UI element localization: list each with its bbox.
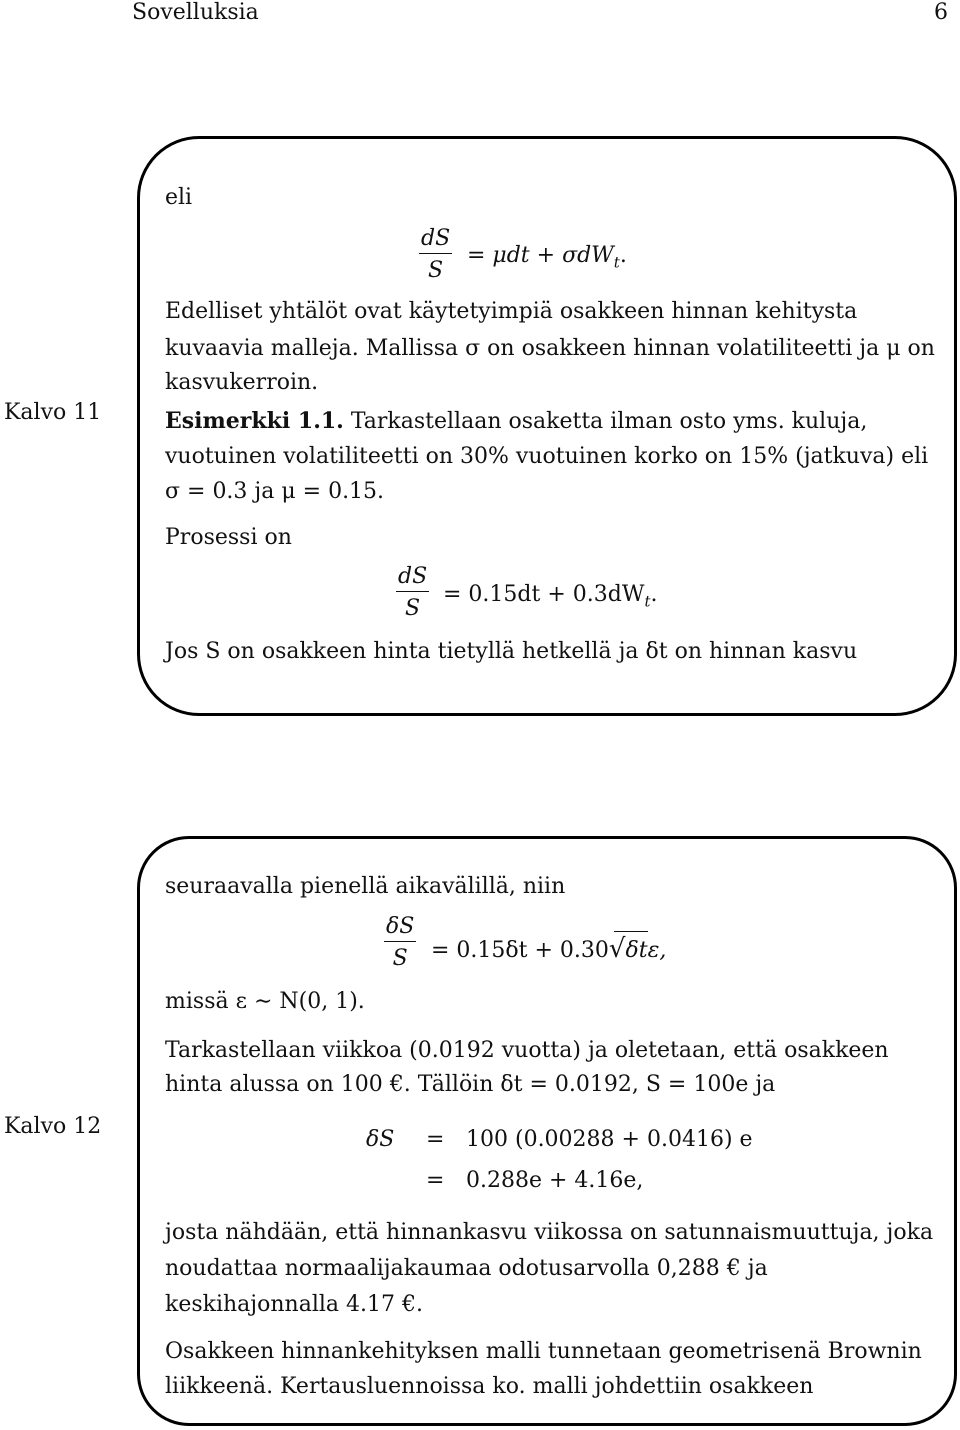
paragraph-3-line-1: josta nähdään, että hinnankasvu viikossa on satunnaismuuttuja, joka bbox=[165, 1220, 934, 1245]
paragraph-1-line-3: kasvukerroin. bbox=[165, 370, 319, 395]
equation-4-equals-2: = bbox=[426, 1168, 445, 1193]
equation-4-lhs: δS bbox=[366, 1127, 395, 1152]
equation-3-rhs-text: = 0.15δt + 0.30 bbox=[431, 938, 609, 963]
slide-12-line-1: seuraavalla pienellä aikavälillä, niin bbox=[165, 874, 566, 899]
running-header-title: Sovelluksia bbox=[132, 0, 259, 25]
slide-label-kalvo-11: Kalvo 11 bbox=[4, 400, 102, 425]
fraction-numerator: dS bbox=[419, 228, 452, 254]
fraction-numerator: dS bbox=[396, 566, 429, 592]
equation-1-rhs-text: = μdt + σdW bbox=[467, 243, 614, 268]
example-line-2: vuotuinen volatiliteetti on 30% vuotuinen korko on 15% (jatkuva) eli bbox=[165, 444, 929, 469]
fraction-denominator: S bbox=[428, 258, 444, 283]
equation-2-end: . bbox=[650, 582, 658, 607]
equation-2-rhs-text: = 0.15dt + 0.3dW bbox=[443, 582, 645, 607]
equation-4-rhs-2: 0.288e + 4.16e, bbox=[466, 1168, 644, 1193]
sqrt-content: δt bbox=[625, 938, 648, 963]
text-missa: missä ε ∼ N(0, 1). bbox=[165, 989, 365, 1014]
example-label: Esimerkki 1.1. bbox=[165, 408, 344, 434]
example-line-3: σ = 0.3 ja μ = 0.15. bbox=[165, 479, 385, 504]
fraction-denominator: S bbox=[405, 596, 421, 621]
equation-4-rhs-1: 100 (0.00288 + 0.0416) e bbox=[466, 1127, 753, 1152]
equation-1-end: . bbox=[619, 243, 627, 268]
example-line-1 bbox=[165, 410, 867, 433]
equation-3-rhs bbox=[431, 936, 666, 962]
fraction-denominator: S bbox=[392, 946, 408, 971]
paragraph-1-line-1: Edelliset yhtälöt ovat käytetyimpiä osakkeen hinnan kehitysta bbox=[165, 299, 858, 324]
equation-2-subscript: t bbox=[644, 592, 651, 611]
equation-1-rhs bbox=[467, 245, 627, 270]
equation-3-end: ε, bbox=[647, 938, 667, 963]
paragraph-2-line-2: hinta alussa on 100 €. Tällöin δt = 0.0192, S = 100e ja bbox=[165, 1072, 776, 1097]
equation-1-subscript: t bbox=[613, 253, 620, 272]
slide-11-last-line: Jos S on osakkeen hinta tietyllä hetkellä ja δt on hinnan kasvu bbox=[165, 639, 858, 664]
page-number: 6 bbox=[934, 0, 948, 25]
paragraph-4-line-1: Osakkeen hinnankehityksen malli tunnetaan geometrisenä Brownin bbox=[165, 1339, 922, 1364]
fraction-numerator: δS bbox=[384, 916, 416, 942]
paragraph-3-line-3: keskihajonnalla 4.17 €. bbox=[165, 1292, 423, 1317]
equation-4-equals-1: = bbox=[426, 1127, 445, 1152]
sqrt-overline bbox=[614, 931, 648, 932]
fraction-deltas-over-s bbox=[384, 916, 416, 970]
text-eli: eli bbox=[165, 185, 193, 210]
fraction-ds-over-s bbox=[419, 228, 452, 282]
slide-label-kalvo-12: Kalvo 12 bbox=[4, 1114, 102, 1139]
paragraph-2-line-1: Tarkastellaan viikkoa (0.0192 vuotta) ja oletetaan, että osakkeen bbox=[165, 1038, 889, 1063]
paragraph-3-line-2: noudattaa normaalijakaumaa odotusarvolla 0,288 € ja bbox=[165, 1256, 768, 1281]
text-prosessi-on: Prosessi on bbox=[165, 525, 292, 550]
equation-2-rhs bbox=[443, 584, 657, 609]
sqrt-symbol: √ bbox=[608, 934, 626, 964]
paragraph-1-line-2: kuvaavia malleja. Mallissa σ on osakkeen hinnan volatiliteetti ja μ on bbox=[165, 336, 935, 361]
paragraph-4-line-2: liikkeenä. Kertausluennoissa ko. malli johdettiin osakkeen bbox=[165, 1374, 814, 1399]
example-text: Tarkastellaan osaketta ilman osto yms. kuluja, bbox=[350, 409, 868, 434]
fraction-ds-over-s-2 bbox=[396, 566, 429, 620]
